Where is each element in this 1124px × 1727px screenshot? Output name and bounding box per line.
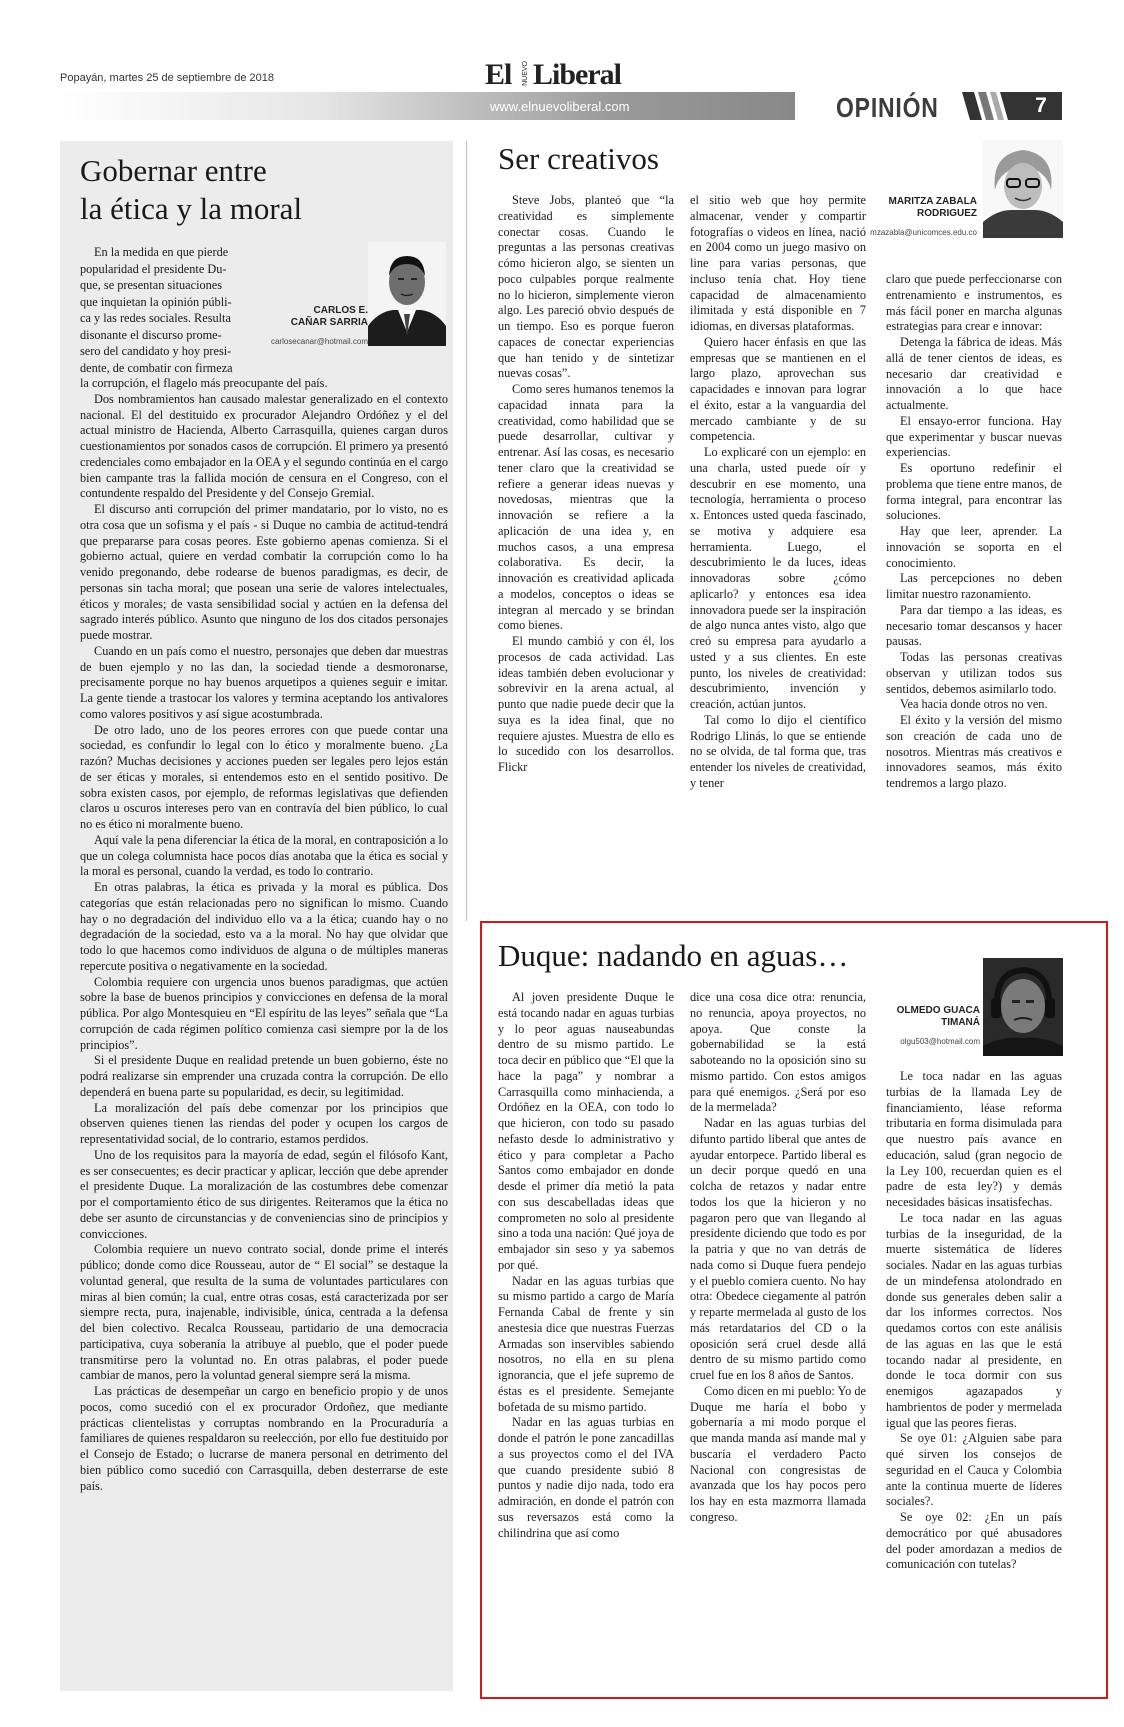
logo-el: El <box>485 58 512 91</box>
article2-col1 <box>498 193 674 776</box>
portrait-icon <box>983 958 1063 1056</box>
article1-author <box>250 305 368 329</box>
paragraph: Le toca nadar en las aguas turbias de la llamada Ley de financiamiento, léase reforma tributaria en forma disimulada para que nuestro país avance en educación, salud (gran negocio de la Ley 100, recuerdan quien es el padre de esta ley?) y demás necesidades básicas insatisfechas. <box>886 1069 1062 1209</box>
article3-author <box>862 1005 980 1029</box>
article2-title: Ser creativos <box>498 141 659 176</box>
paragraph: Vea hacia donde otros no ven. <box>900 697 1048 712</box>
paragraph: El mundo cambió y con él, los procesos de cada actividad. Las ideas también deben evolucionar y sobrevivir en la arena actual, al punto que nadie puede decir que la suya es la idea final, que no requiere ajustes. Muestra de ello es lo sucedido con los desarrollos. Flickr <box>498 634 674 774</box>
paragraph: Las percepciones no deben limitar nuestro razonamiento. <box>886 571 1062 601</box>
paragraph: claro que puede perfeccionarse con entrenamiento e instrumentos, es más fácil poner en marcha algunas estrategias para crear e innovar: <box>886 272 1062 334</box>
portrait-icon <box>368 242 446 346</box>
author-name-line2: RODRIGUEZ <box>917 208 977 219</box>
article1-email: carlosecanar@hotmail.com <box>270 337 368 346</box>
intro-line: que inquietan la opinión públi- <box>80 294 232 309</box>
paragraph: Le toca nadar en las aguas turbias de la inseguridad, de la muerte sistemática de líderes sociales. Nadar en las aguas turbias de un mindefensa atolondrado en donde sus generales deben salir a dar los informes correctos. Nos quedamos cortos con este análisis de las aguas en las que le está tocando nadar al presidente, en donde le toca dormir con sus enemigos agazapados y hambrientos de poder y mermelada igual que las peores fieras. <box>886 1210 1062 1430</box>
paragraph: dice una cosa dice otra: renuncia, no renuncia, apoya proyectos, no apoya. Que conste la gobernabilidad se la está saboteando no la oposición sino su mismo partido. Con estos amigos para qué enemigos. ¿Será por eso de la mermelada? <box>690 990 866 1115</box>
section-title: OPINIÓN <box>836 92 939 123</box>
paragraph: Cuando en un país como el nuestro, personajes que deben dar muestras de buen ejemplo y no las dan, la sociedad tiende a desmoronarse, precisamente porque no hay buenos arquetipos a quienes seguir e imitar. La gente tiende a trastocar los valores y termina aceptando los antivalores como valores positivos y así sigue acostumbrada. <box>80 643 448 721</box>
paragraph: Colombia requiere con urgencia unos buenos paradigmas, que actúen sobre la base de buenos principios y convicciones en defensa de la moral pública. Por algo Montesquieu en “El espíritu de las leyes” señala que “La corrupción de cada régimen político comienza casi siempre por la de los principios”. <box>80 974 448 1052</box>
paragraph: la corrupción, el flagelo más preocupante del país. <box>80 376 328 390</box>
paragraph: Si el presidente Duque en realidad pretende un buen gobierno, éste no podrá realizarse sin emprender una cruzada contra la corrupción. De ello dependerá en buena parte su popularidad, es decir, su legitimidad. <box>80 1053 448 1099</box>
paragraph: El discurso anti corrupción del primer mandatario, por lo visto, no es otra cosa que un sofisma y el país - si Duque no cambia de actitud-tendrá que prepararse para cosas peores. Este gobierno apenas comienza. Si el gobierno actual, quiere en verdad combatir la corrupción como lo ha venido pregonando, debe rodearse de buenos paradigmas, es decir, de personas sin tacha moral; que posean una serie de valores intelectuales, éticos y morales; de vasta sensibilidad social y actúen en la defensa del sagrado interés público. Asunto que ninguno de los dos citados personajes puede mostrar. <box>80 502 448 642</box>
paragraph: Uno de los requisitos para la mayoría de edad, según el filósofo Kant, es ser consecuentes; es decir practicar y aplicar, lección que debe aprender el presidente Duque. La moralización de las costumbres debe comenzar por el comportamiento ético de sus dirigentes. Reiteramos que la ética no debe ser asunto de circunstancias y de conveniencias sino de principios y convicciones. <box>80 1147 448 1241</box>
intro-line: En la medida en que pierde <box>94 245 229 259</box>
paragraph: Dos nombramientos han causado malestar generalizado en el contexto nacional. El del destituido ex procurador Alejandro Ordóñez y el del actual ministro de Hacienda, Alberto Carrasquilla, quienes cargan duros cuestionamientos por sonados casos de corrupción. El primero ya presentó credenciales como embajador en la OEA y el segundo continúa en el cargo bien campante tras la fallida moción de censura en el Congreso, con el contundente respaldo del Presidente y del Consejo Gremial. <box>80 391 448 501</box>
author-name-line2: CAÑAR SARRIA <box>290 317 368 328</box>
paragraph: Aquí vale la pena diferenciar la ética de la moral, en contraposición a lo que un colega columnista hace pocos días anotaba que la ética es social y la moral es personal, cuando la verdad, es todo lo contrario. <box>80 832 448 879</box>
paragraph: Quiero hacer énfasis en que las empresas que se mantienen en el largo plazo, aprovechan sus capacidades e innovan para lograr el éxito, estar a la vanguardia del mercado cambiante y de su competencia. <box>690 334 866 444</box>
article1-title <box>80 152 302 228</box>
article1-intro <box>80 244 250 376</box>
stripes-decoration <box>960 92 1020 120</box>
paragraph: Es oportuno redefinir el problema que tiene entre manos, de forma integral, para encontrar las soluciones. <box>886 461 1062 523</box>
author-name-line1: OLMEDO GUACA <box>896 1005 980 1016</box>
logo-liberal: Liberal <box>533 58 621 91</box>
author-name-line1: CARLOS E. <box>313 305 368 316</box>
logo-nuevo: NUEVO <box>522 61 529 86</box>
paragraph: Todas las personas creativas observan y utilizan todos sus sentidos, debemos asimilarlo todo. <box>886 650 1062 696</box>
paragraph: Colombia requiere un nuevo contrato social, donde prime el interés público; donde como dice Rousseau, autor de “ El social” se destaque la voluntad general, que resulta de la suma de voluntades particulares con miras al bien común; la cual, entre otras cosas, está caracterizada por ser siempre recta, pura, inajenable, indivisible, única, centrada a la defensa del bien colectivo. Recalca Rousseau, partidario de una democracia participativa, cuya soberanía la atribuye al pueblo, que el poder puede transmitirse pero la voluntad no. En otras palabras, el poder puede cambiar de manos, pero la voluntad general siempre será la misma. <box>80 1242 448 1383</box>
article2-col2 <box>690 193 866 792</box>
paragraph: Tal como lo dijo el científico Rodrigo Llinás, lo que se entiende no se olvida, de tal forma que, tras entender los niveles de creatividad, y tener <box>690 712 866 790</box>
article3-title: Duque: nadando en aguas… <box>498 938 849 973</box>
author-photo-carlos <box>368 242 446 346</box>
intro-line: popularidad el presidente Du- <box>80 261 227 276</box>
paragraph: Hay que leer, aprender. La innovación se soporta en el conocimiento. <box>886 524 1062 570</box>
paragraph: La moralización del país debe comenzar por los principios que observen quienes tienen las riendas del poder y ocupen los cargos de representatividad social, de lo contrario, estamos perdidos. <box>80 1100 448 1146</box>
paragraph: Steve Jobs, planteó que “la creatividad es simplemente conectar cosas. Cuando le preguntas a las personas creativas cómo hicieron algo, se sienten un poco culpables porque realmente no lo hicieron, simplemente vieron algo. Les pareció obvio después de un tiempo. Eso es porque fueron capaces de conectar experiencias que han tenido y de sintetizar nuevas cosas”. <box>498 193 674 381</box>
paragraph: El éxito y la versión del mismo son creación de cada uno de nosotros. Mientras más creativos e innovadores seamos, más éxito tendremos a largo plazo. <box>886 713 1062 790</box>
intro-line: que, se presentan situaciones <box>80 278 223 292</box>
article2-author <box>855 196 977 220</box>
paragraph: Se oye 02: ¿En un país democrático por qué abusadores del poder amordazan a medios de comunicación con tutelas? <box>886 1510 1062 1572</box>
intro-line: disonante el discurso prome- <box>80 327 222 342</box>
article3-col2 <box>690 990 866 1526</box>
column-divider <box>466 141 467 921</box>
paragraph: Para dar tiempo a las ideas, es necesario tomar descansos y hacer pausas. <box>886 602 1062 649</box>
article3-col1 <box>498 990 674 1541</box>
paragraph: el sitio web que hoy permite almacenar, vender y compartir fotografías o videos en línea, nació en 2004 como un juego masivo on line para varias personas, que incluso tenía chat. Hoy tiene capacidad de almacenamiento ilimitada y está disponible en 7 idiomas, en diversas plataformas. <box>690 193 866 333</box>
newspaper-logo <box>485 58 645 90</box>
paragraph: Nadar en las aguas turbias que su mismo partido a cargo de María Fernanda Cabal de frente y sin anestesia dice que nuestras Fuerzas Armadas son inservibles sabiendo nosotros, no ella en su plena ignorancia, que el jefe supremo de éstas es el presidente. Semejante bofetada de su mismo partido. <box>498 1273 674 1414</box>
author-name-line2: TIMANÁ <box>941 1017 980 1028</box>
paragraph: Al joven presidente Duque le está tocando nadar en aguas turbias y lo peor aguas nauseabundas dentro de su mismo partido. Le toca decir en público que “El que la hace la paga” y nombrar a Carrasquilla como minhacienda, a Ordóñez en la OEA, con todo lo que hicieron, con todo su pasado nefasto desde lo administrativo y ético y para completar a Pacho Santos como embajador en donde desde el primer día metió la pata con sus descabelladas ideas que comprometen no solo al presidente sino a toda una nación: Qué joya de embajador sin seso y ya sabemos por qué. <box>498 990 674 1272</box>
article2-email: mzazabla@unicomces.edu.co <box>870 228 977 237</box>
site-url: www.elnuevoliberal.com <box>490 99 630 114</box>
paragraph: El ensayo-error funciona. Hay que experimentar y buscar nuevas experiencias. <box>886 413 1062 460</box>
paragraph: Como dicen en mi pueblo: Yo de Duque me haría el bobo y gobernaría a mi modo porque el que manda manda así mande mal y buscaría el verdadero Pacto Nacional con congresistas de avanzada que los hay pocos pero los hay en esta mazmorra llamada congreso. <box>690 1383 866 1524</box>
paragraph: En otras palabras, la ética es privada y la moral es pública. Dos categorías que están relacionadas pero no significan lo mismo. Cuando hay o no degradación del individuo ello va a la ética; cuando hay o no degradación de la sociedad, esto va a la moral. No hay que olvidar que todo lo que hacemos como individuos de alguna o de múltiples maneras repercute positiva o negativamente en la sociedad. <box>80 880 448 973</box>
portrait-icon <box>983 140 1063 238</box>
paragraph: Se oye 01: ¿Alguien sabe para qué sirven los consejos de seguridad en el Cauca y Colombia ante la continua muerte de líderes sociales?. <box>886 1431 1062 1509</box>
page-number: 7 <box>1020 92 1062 120</box>
article3-col3 <box>886 1069 1062 1573</box>
paragraph: Lo explicaré con un ejemplo: en una charla, usted puede oír y descubrir en ese momento, una tecnología, herramienta o proceso x. Entonces usted queda fascinado, se motiva y adquiere esa herramienta. Luego, el descubrimiento le da luces, ideas innovadoras sobre ¿cómo aplicarlo? y entonces esa idea innovadora puede ser la inspiración de algo nunca antes visto, algo que creó su empresa para ayudarlo a usted y a sus clientes. En este punto, los niveles de creatividad: descubrimiento, invención y creación, actúan juntos. <box>690 445 866 711</box>
article2-col3 <box>886 272 1062 792</box>
intro-line: dente, de combatir con firmeza <box>80 360 233 375</box>
paragraph: Las prácticas de desempeñar un cargo en beneficio propio y de unos pocos, como sucedió con el ex procurador Ordoñez, que mediante prácticas clientelistas y corruptas nombrando en la Procuraduría a familiares de quienes respaldaron su reelección, por ello fue destituido por el Consejo de Estado; o lucrarse de manera personal en detrimento del bien público como sucedió con Carrasquilla, deben desterrarse de este país. <box>80 1384 448 1493</box>
paragraph: Nadar en las aguas turbias en donde el patrón le pone zancadillas a sus proyectos como el del IVA que cuando presidente subió 8 puntos y nadie dijo nada, todo era admiración, en donde el patrón con sus reversazos está como la chilindrina que así como <box>498 1415 674 1540</box>
author-name-line1: MARITZA ZABALA <box>888 196 977 207</box>
paragraph: De otro lado, uno de los peores errores con que puede contar una sociedad, es confundir lo legal con lo ético y moralmente bueno. ¿La razón? Muchas decisiones y acciones pueden ser legales pero lejos están de ser éticas y morales, si entendemos esto en el sentido positivo. De sobra existen casos, por ejemplo, de reformas legislativas que defienden claros u oscuros intereses pero van en contravía del bien público, lo cual no es ético ni moralmente bueno. <box>80 722 448 831</box>
paragraph: Como seres humanos tenemos la capacidad innata para la creatividad, como habilidad que se puede desarrollar, cultivar y entrenar. Así las cosas, es necesario tener claro que la creatividad se refiere a generar ideas nuevas y novedosas, mientras que la innovación se refiere a la aplicación de una idea y, en muchos casos, a una empresa colaborativa. Es decir, la innovación es creatividad aplicada a modelos, conceptos o ideas se integran al mercado y se brindan como bienes. <box>498 382 674 633</box>
issue-date: Popayán, martes 25 de septiembre de 2018 <box>60 72 275 84</box>
header-bar <box>60 92 795 120</box>
paragraph: Detenga la fábrica de ideas. Más allá de tener cientos de ideas, es necesario dar creatividad e innovación a lo que hace actualmente. <box>886 335 1062 412</box>
intro-line: ca y las redes sociales. Resulta <box>80 311 231 325</box>
article1-body <box>80 376 448 1494</box>
article3-email: olgu503@hotmail.com <box>900 1037 980 1046</box>
author-photo-maritza <box>983 140 1063 238</box>
article1-title-line1: Gobernar entre <box>80 153 267 188</box>
intro-line: sero del candidato y hoy presi- <box>80 344 232 358</box>
paragraph: Nadar en las aguas turbias del difunto partido liberal que antes de ayudar entorpece. Partido liberal es un decir porque quedó en una colcha de retazos y nadar entre todos los que la hicieron y no pagaron pero que van llegando al presidente diciendo que todo es por la patria y que no van detrás de nada como si Duque fuera pendejo y el pueblo comiera cuento. No hay otra: Obedece ciegamente al patrón y reparte mermelada al gusto de los más retardatarios del CD o la oposición será cruel desde allá dentro de su mismo partido como cruel fue en los 8 años de Santos. <box>690 1116 866 1382</box>
author-photo-olmedo <box>983 958 1063 1056</box>
article1-title-line2: la ética y la moral <box>80 191 303 226</box>
